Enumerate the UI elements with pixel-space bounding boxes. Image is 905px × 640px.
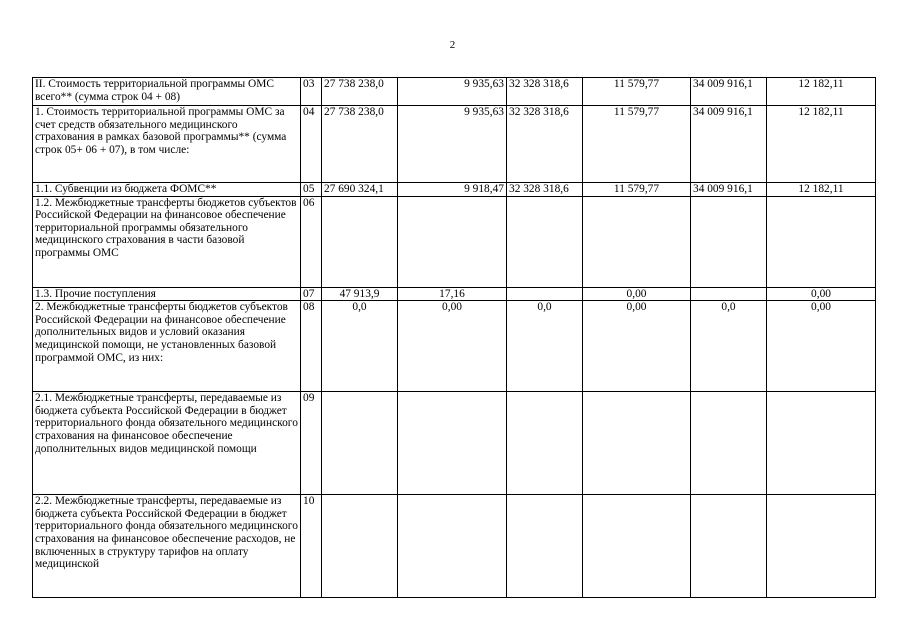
value-cell: 0,00 xyxy=(583,301,691,392)
value-cell xyxy=(322,196,398,287)
value-cell: 12 182,11 xyxy=(767,78,876,106)
row-name: II. Стоимость территориальной программы ОМС всего** (сумма строк 04 + 08) xyxy=(33,78,301,106)
value-cell: 27 738 238,0 xyxy=(322,106,398,183)
value-cell: 0,00 xyxy=(767,301,876,392)
value-cell: 11 579,77 xyxy=(583,106,691,183)
table-row xyxy=(33,287,876,301)
row-code: 10 xyxy=(301,495,322,598)
value-cell: 32 328 318,6 xyxy=(507,183,583,197)
value-cell: 12 182,11 xyxy=(767,106,876,183)
row-code: 04 xyxy=(301,106,322,183)
table-row xyxy=(33,301,876,392)
row-name: 1.3. Прочие поступления xyxy=(33,287,301,301)
value-cell xyxy=(583,495,691,598)
value-cell: 9 935,63 xyxy=(398,78,507,106)
row-name: 1.2. Межбюджетные трансферты бюджетов субъектов Российской Федерации на финансовое обеспечение территориальной программы обязательного медицинского страхования в части базовой программы ОМС xyxy=(33,196,301,287)
value-cell xyxy=(767,392,876,495)
value-cell: 11 579,77 xyxy=(583,78,691,106)
row-name: 1. Стоимость территориальной программы ОМС за счет средств обязательного медицинского страхования в рамках базовой программы** (сумма строк 05+ 06 + 07), в том числе: xyxy=(33,106,301,183)
value-cell xyxy=(398,392,507,495)
value-cell xyxy=(691,287,767,301)
value-cell xyxy=(398,495,507,598)
row-code: 07 xyxy=(301,287,322,301)
row-code: 06 xyxy=(301,196,322,287)
row-name: 2.2. Межбюджетные трансферты, передаваемые из бюджета субъекта Российской Федерации в бюджет территориального фонда обязательного медицинского страхования на финансовое обеспечение расходов, не включенных в структуру тарифов на оплату медицинской xyxy=(33,495,301,598)
value-cell: 34 009 916,1 xyxy=(691,106,767,183)
value-cell: 0,00 xyxy=(767,287,876,301)
value-cell: 0,00 xyxy=(398,301,507,392)
financing-table xyxy=(32,77,876,598)
value-cell xyxy=(507,196,583,287)
table-row xyxy=(33,196,876,287)
value-cell: 0,0 xyxy=(507,301,583,392)
value-cell xyxy=(583,196,691,287)
value-cell: 32 328 318,6 xyxy=(507,78,583,106)
value-cell: 9 918,47 xyxy=(398,183,507,197)
value-cell: 11 579,77 xyxy=(583,183,691,197)
value-cell xyxy=(507,287,583,301)
value-cell: 0,00 xyxy=(583,287,691,301)
value-cell: 34 009 916,1 xyxy=(691,78,767,106)
row-code: 09 xyxy=(301,392,322,495)
row-name: 1.1. Субвенции из бюджета ФОМС** xyxy=(33,183,301,197)
value-cell xyxy=(767,495,876,598)
value-cell: 9 935,63 xyxy=(398,106,507,183)
value-cell: 47 913,9 xyxy=(322,287,398,301)
value-cell xyxy=(507,392,583,495)
table-row xyxy=(33,392,876,495)
value-cell xyxy=(691,392,767,495)
table-row xyxy=(33,78,876,106)
table-row xyxy=(33,106,876,183)
row-code: 08 xyxy=(301,301,322,392)
value-cell xyxy=(691,495,767,598)
value-cell xyxy=(767,196,876,287)
value-cell xyxy=(322,495,398,598)
value-cell: 27 690 324,1 xyxy=(322,183,398,197)
value-cell: 0,0 xyxy=(691,301,767,392)
value-cell: 27 738 238,0 xyxy=(322,78,398,106)
value-cell: 12 182,11 xyxy=(767,183,876,197)
value-cell xyxy=(583,392,691,495)
value-cell xyxy=(507,495,583,598)
page-number: 2 xyxy=(449,39,456,51)
row-name: 2. Межбюджетные трансферты бюджетов субъектов Российской Федерации на финансовое обеспечение дополнительных видов и условий оказания медицинской помощи, не установленных базовой программой ОМС, из них: xyxy=(33,301,301,392)
value-cell xyxy=(691,196,767,287)
row-name: 2.1. Межбюджетные трансферты, передаваемые из бюджета субъекта Российской Федерации в бюджет территориального фонда обязательного медицинского страхования на финансовое обеспечение дополнительных видов медицинской помощи xyxy=(33,392,301,495)
row-code: 03 xyxy=(301,78,322,106)
table-row xyxy=(33,495,876,598)
value-cell: 34 009 916,1 xyxy=(691,183,767,197)
value-cell: 17,16 xyxy=(398,287,507,301)
value-cell: 0,0 xyxy=(322,301,398,392)
value-cell xyxy=(322,392,398,495)
value-cell: 32 328 318,6 xyxy=(507,106,583,183)
table-row xyxy=(33,183,876,197)
value-cell xyxy=(398,196,507,287)
row-code: 05 xyxy=(301,183,322,197)
